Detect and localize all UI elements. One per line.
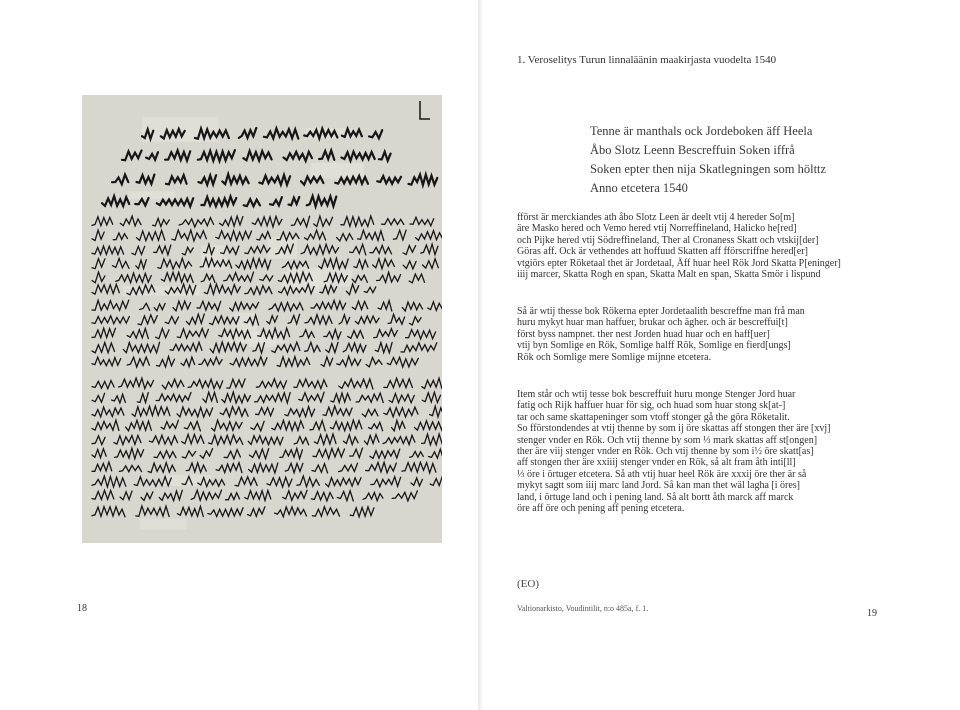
handwritten-manuscript-image — [82, 95, 442, 543]
text-line: Item står och wtij tesse bok bescreffuit huru monge Stenger Jord huar — [517, 389, 796, 400]
text-line: äre Masko hered och Vemo hered vtij Norreffineland, Halicko he[red] — [517, 223, 797, 235]
text-line: mykyt sagtt som iiij marc land Jord. Så kan man thet wäl lagha [i öres] — [517, 480, 800, 492]
text-line: öre aff öre och pening aff pening etcetera. — [517, 503, 685, 515]
text-line: ther äre viij stenger vnder en Rök. Och vtij thenne by som i½ öre skatt[as] — [517, 446, 814, 458]
text-line: So fförstondendes at vtij thenne by som ij öre skattas aff stongen ther äre [xvj] — [517, 423, 831, 435]
left-page — [0, 0, 478, 710]
text-line: aff stongen ther äre xxiiij stenger vnder en Rök, så alt fram åth inti[ll] — [517, 457, 796, 469]
editor-signature: (EO) — [517, 578, 539, 590]
manuscript-image — [82, 95, 442, 543]
text-line: huru mykyt huar man haffuer, brukar och ägher. och är bescreffui[t] — [517, 317, 788, 329]
text-line: fförst är merckiandes ath åbo Slotz Leen är deelt vtij 4 hereder So[m] — [517, 212, 795, 223]
text-line: stenger vnder en Rök. Och vtij thenne by som ⅓ mark skattas aff st[ongen] — [517, 434, 818, 446]
text-line: och Pijke hered vtij Södreffineland, Ther al Cronaness Skatt och vtskij[der] — [517, 234, 819, 246]
title-line: Tenne är manthals ock Jordeboken äff Heela — [590, 124, 813, 138]
text-line: land, i örtuge land och i pening land. Så alt bortt åth marck aff marck — [517, 491, 794, 503]
text-line: Göras aff. Ock är vethendes att hoffuud Skatten aff fförscriffne hered[er] — [517, 246, 808, 258]
text-line: Rök och Somlige mere Somlige mijnne etcetera. — [517, 351, 712, 363]
paragraph-3 — [517, 389, 927, 514]
text-line: först byss nampnet. ther nest Jorden huad huar och en haff[uer] — [517, 328, 770, 340]
title-block — [590, 122, 826, 198]
text-line: tar och same skattapeninger som vtoff stonger gå the göra Röketalit. — [517, 411, 790, 423]
title-line: Anno etcetera 1540 — [590, 181, 688, 195]
paragraph-1 — [517, 212, 927, 280]
text-line: iiij marcer, Skatta Rogh en span, Skatta Malt en span, Skatta Smör i lispund — [517, 269, 821, 281]
source-citation: Valtionarkisto, Voudintilit, n:o 485a, f. 1. — [517, 604, 649, 613]
page-number-right: 19 — [867, 608, 877, 619]
chapter-header: 1. Veroselitys Turun linnaläänin maakirjasta vuodelta 1540 — [517, 54, 777, 66]
paragraph-2 — [517, 306, 927, 363]
text-line: fatig och Rijk haffuer huar för sig, och huad som huar stong sk[at-] — [517, 400, 786, 412]
text-line: Så är wtij thesse bok Rökerna epter Jordetaalith bescreffne man frå man — [517, 306, 805, 317]
text-line: ⅓ öre i örtuger etcetera. Så ath vtij huar heel Rök äre xxxij öre ther är så — [517, 468, 807, 480]
title-line: Soken epter then nija Skatlegningen som hölttz — [590, 162, 827, 176]
text-line: vtgiörs epter Röketaal thet är Jordetaal, Äff huar heel Rök Jord Skatta P[eninger] — [517, 257, 841, 269]
text-line: vtij byn Somlige en Rök, Somlige halff Rök, Somlige en fierd[ungs] — [517, 340, 791, 352]
title-line: Åbo Slotz Leenn Bescreffuin Soken iffrå — [590, 143, 795, 157]
page-number-left: 18 — [77, 603, 87, 614]
